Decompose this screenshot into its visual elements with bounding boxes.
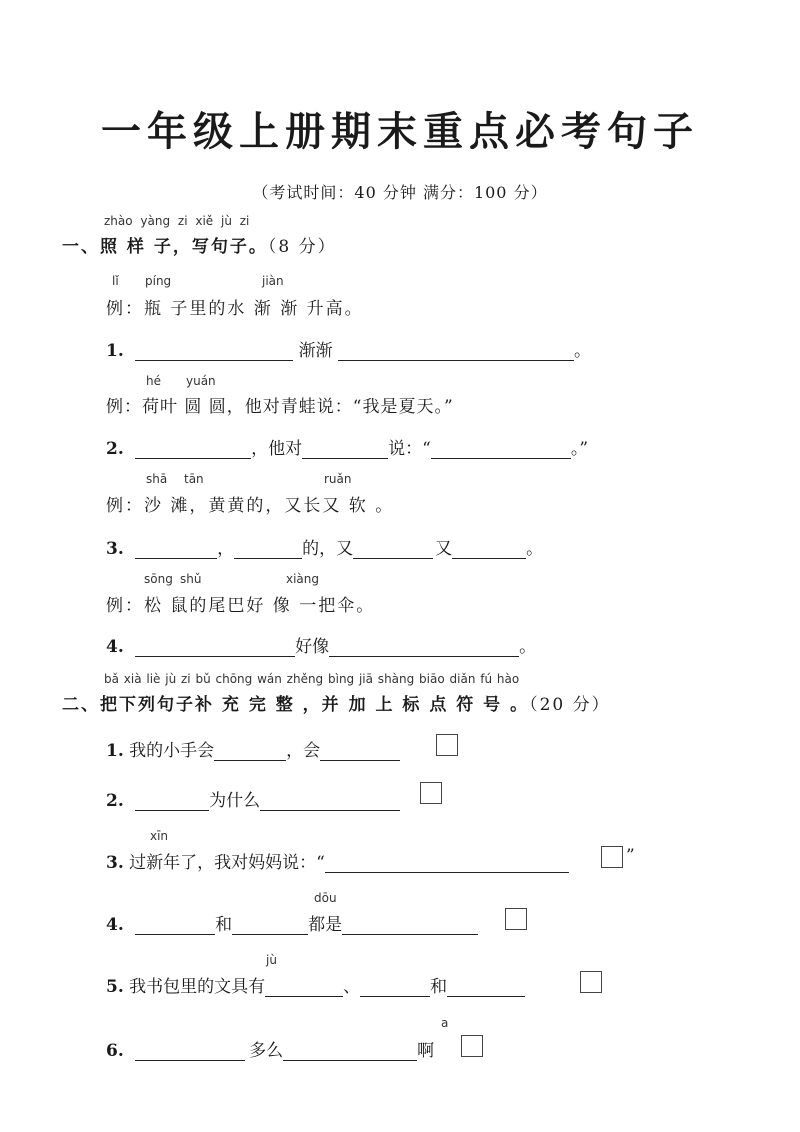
answer-blank[interactable]: [320, 742, 400, 761]
punctuation-box[interactable]: [420, 782, 442, 804]
s2-item3-pinyin: xīn: [150, 829, 169, 843]
closing-quote: ”: [626, 846, 635, 866]
example2-sentence: 例：荷叶 圆 圆，他对青蛙说：“我是夏天。”: [106, 397, 454, 417]
item-number: 1.: [106, 741, 124, 761]
item-number: 5.: [106, 977, 124, 997]
punctuation-box[interactable]: [436, 734, 458, 756]
s2-item4: [106, 910, 478, 935]
example4-sentence: 例：松 鼠的尾巴好 像 一把伞。: [106, 596, 376, 616]
example3-sentence: 例：沙 滩，黄黄的，又长又 软 。: [106, 496, 395, 516]
item-number: 4.: [106, 915, 124, 935]
example1-sentence: 例：瓶 子里的水 渐 渐 升高。: [106, 299, 364, 319]
section2-points: （20 分）: [529, 695, 611, 715]
example4-pinyin-2: shǔ: [180, 572, 202, 586]
item-text: 啊: [417, 1041, 435, 1061]
item-end: 。: [526, 539, 544, 559]
s1-item2: [106, 434, 588, 459]
answer-blank[interactable]: [232, 916, 308, 935]
s2-item2: [106, 786, 400, 811]
punctuation-box[interactable]: [580, 971, 602, 993]
item-text: ，会: [286, 741, 321, 761]
answer-blank[interactable]: [353, 540, 433, 559]
item-text: 我书包里的文具有: [129, 977, 266, 997]
s1-item1: [106, 336, 591, 361]
example1-pinyin-3: jiàn: [262, 274, 284, 288]
item-number: 3.: [106, 539, 124, 559]
item-number: 2.: [106, 439, 124, 459]
answer-blank[interactable]: [135, 342, 293, 361]
item-text: 和: [215, 915, 233, 935]
answer-blank[interactable]: [329, 638, 519, 657]
given-word: 好像: [295, 637, 330, 657]
answer-blank[interactable]: [431, 440, 571, 459]
item-number: 3.: [106, 853, 124, 873]
example1-pinyin-2: píng: [145, 274, 172, 288]
answer-blank[interactable]: [260, 792, 400, 811]
punctuation-box[interactable]: [601, 846, 623, 868]
example2-pinyin-2: yuán: [186, 374, 216, 388]
example3-pinyin-3: ruǎn: [324, 472, 352, 486]
item-end: 。: [519, 637, 537, 657]
example1-pinyin-1: lǐ: [112, 274, 119, 288]
s1-item4: [106, 632, 536, 657]
answer-blank[interactable]: [302, 440, 388, 459]
s2-item6-pinyin: a: [441, 1016, 449, 1030]
s1-item3: [106, 534, 543, 559]
answer-blank[interactable]: [135, 1042, 245, 1061]
s2-item5: [106, 972, 525, 997]
item-number: 6.: [106, 1041, 124, 1061]
answer-blank[interactable]: [360, 978, 430, 997]
item-end: 。”: [570, 439, 589, 459]
s2-item3: [106, 848, 569, 873]
example3-pinyin-2: tān: [184, 472, 204, 486]
item-text: 说：“: [388, 439, 431, 459]
punctuation-box[interactable]: [461, 1035, 483, 1057]
section1-pinyin: zhào yàng zi xiě jù zi: [104, 214, 250, 228]
answer-blank[interactable]: [135, 440, 251, 459]
item-number: 1.: [106, 341, 124, 361]
example3-pinyin-1: shā: [146, 472, 168, 486]
section2-heading: [62, 690, 611, 715]
item-text: 为什么: [209, 791, 261, 811]
punctuation-box[interactable]: [505, 908, 527, 930]
given-word: 渐渐: [298, 341, 333, 361]
answer-blank[interactable]: [135, 792, 209, 811]
page-title: 一年级上册期末重点必考句子: [101, 108, 699, 155]
item-text: 过新年了，我对妈妈说：“: [129, 853, 325, 873]
item-text: ，他对: [251, 439, 303, 459]
section2-heading-text: 二、把下列句子补 充 完 整 ，并 加 上 标 点 符 号 。: [62, 695, 530, 715]
section1-points: （8 分）: [267, 237, 337, 257]
answer-blank[interactable]: [214, 742, 286, 761]
answer-blank[interactable]: [338, 342, 574, 361]
example4-pinyin-3: xiàng: [286, 572, 320, 586]
example4-pinyin-1: sōng: [144, 572, 173, 586]
item-text: 多么: [249, 1041, 284, 1061]
s2-item6: [106, 1036, 434, 1061]
answer-blank[interactable]: [447, 978, 525, 997]
exam-info: （考试时间：40 分钟 满分：100 分）: [252, 183, 548, 202]
answer-blank[interactable]: [135, 638, 295, 657]
item-text: 我的小手会: [129, 741, 215, 761]
section1-heading-text: 一、照 样 子，写句子。: [62, 237, 268, 257]
item-text: 和: [430, 977, 448, 997]
answer-blank[interactable]: [325, 854, 569, 873]
item-number: 4.: [106, 637, 124, 657]
item-end: 。: [573, 341, 591, 361]
example2-pinyin-1: hé: [146, 374, 161, 388]
s2-item5-pinyin: jù: [266, 953, 277, 967]
s2-item4-pinyin: dōu: [314, 891, 337, 905]
item-number: 2.: [106, 791, 124, 811]
section2-pinyin: bǎ xià liè jù zi bǔ chōng wán zhěng bìng jiā shàng biāo diǎn fú hào: [104, 672, 520, 686]
answer-blank[interactable]: [283, 1042, 417, 1061]
item-text: ，: [217, 539, 235, 559]
section1-heading: [62, 232, 337, 257]
answer-blank[interactable]: [452, 540, 526, 559]
item-text: 、: [343, 977, 361, 997]
s2-item1: [106, 736, 400, 761]
item-text: 的，又: [302, 539, 354, 559]
item-text: 又: [435, 539, 453, 559]
answer-blank[interactable]: [265, 978, 343, 997]
answer-blank[interactable]: [342, 916, 478, 935]
answer-blank[interactable]: [234, 540, 302, 559]
answer-blank[interactable]: [135, 540, 217, 559]
item-text: 都是: [308, 915, 343, 935]
answer-blank[interactable]: [135, 916, 215, 935]
